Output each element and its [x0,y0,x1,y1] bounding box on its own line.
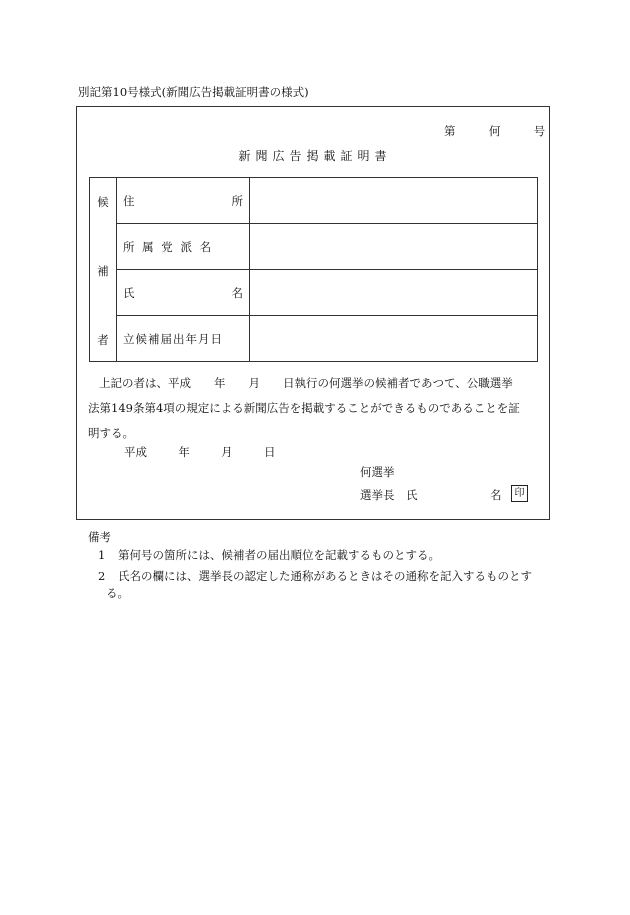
filing-date-field[interactable] [250,316,538,362]
number-line [444,123,545,139]
remark-num-2: 2 [98,569,106,583]
chairman-name-suffix: 名 [490,488,502,502]
form-caption: 別記第10号様式(新聞広告掲載証明書の様式) [78,85,309,99]
date-day: 日 [263,445,276,459]
date-year: 年 [178,445,190,459]
remarks-title: 備考 [88,530,111,544]
remark-num-1: 1 [98,548,106,562]
paragraph-line-3: 明する。 [88,426,134,440]
filing-date-label [117,316,250,362]
remark-item-1 [98,545,440,565]
remark-item-2 [98,566,550,586]
side-char-2: 補 [97,263,109,278]
certification-paragraph [88,371,543,446]
candidate-table [89,177,538,362]
name-label [117,270,250,316]
candidate-side-label [90,178,117,362]
party-label [117,224,250,270]
side-char-3: 者 [97,332,109,347]
number-dai: 第 [444,124,456,138]
side-char-1: 候 [97,194,109,209]
party-label-text: 所 属 党 派 名 [123,239,212,254]
remark-text-2-cont: る。 [106,586,129,600]
address-label-left: 住 [123,193,135,208]
paragraph-line-1: 上記の者は、平成 年 月 日執行の何選挙の候補者であつて、公職選挙 [99,376,513,390]
date-month: 月 [221,445,233,459]
name-label-right: 名 [231,285,243,300]
paragraph-line-2: 法第149条第4項の規定による新聞広告を掲載することができるものであることを証 [88,401,520,415]
remark-text-1: 第何号の箇所には、候補者の届出順位を記載するものとする。 [118,548,440,562]
date-line [124,444,275,460]
name-field[interactable] [250,270,538,316]
address-label [117,178,250,224]
name-label-left: 氏 [123,285,135,300]
document-title: 新聞広告掲載証明書 [238,149,392,163]
address-label-right: 所 [231,193,243,208]
number-go: 号 [533,124,546,138]
remark-text-2: 氏名の欄には、選挙長の認定した通称があるときはその通称を記入するものとす [118,569,532,583]
date-era: 平成 [124,445,147,459]
number-nani: 何 [488,124,501,138]
address-field[interactable] [250,178,538,224]
seal-icon: 印 [511,485,528,502]
chairman-label: 選挙長 氏 [360,488,418,502]
party-field[interactable] [250,224,538,270]
filing-date-label-text: 立候補届出年月日 [123,331,223,346]
election-name: 何選挙 [360,465,395,479]
